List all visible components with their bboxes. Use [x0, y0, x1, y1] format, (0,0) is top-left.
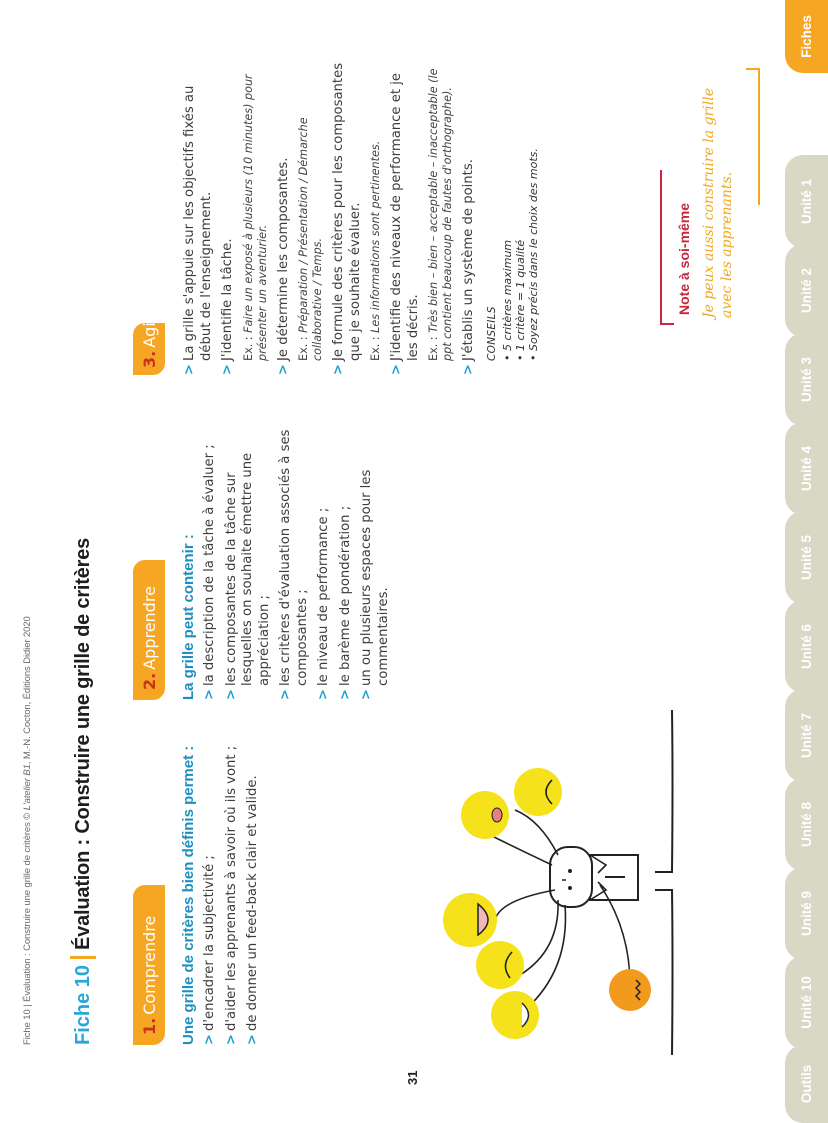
list-item: > de donner un feed-back clair et valide.: [245, 775, 260, 1045]
chevron-icon: >: [461, 364, 476, 375]
tab-outils[interactable]: Outils: [785, 1045, 828, 1123]
list-item: > Je formule des critères pour les composantes que je souhaite évaluer.: [331, 62, 363, 375]
chevron-icon: >: [337, 689, 353, 700]
section-tab-bar: [785, 0, 828, 1123]
tab-unite-10[interactable]: Unité 10: [785, 956, 828, 1049]
example-text: Ex. : Faire un exposé à plusieurs (10 minutes) pour présenter un aventurier.: [241, 74, 269, 361]
tab-fiches[interactable]: Fiches: [785, 0, 828, 73]
chevron-icon: >: [223, 1034, 239, 1045]
chevron-icon: >: [202, 1034, 217, 1045]
list-item: > J'identifie des niveaux de performance et je les décris.: [389, 73, 421, 375]
emoji-sad-face: [514, 768, 562, 816]
section-comprendre-body: [180, 710, 267, 1045]
page-number: 31: [405, 1070, 420, 1085]
note-bracket-top: [660, 170, 674, 325]
section-apprendre-body: [180, 405, 397, 700]
bullet-list: [331, 55, 364, 375]
emoji-angry-face: [609, 969, 651, 1011]
conseil-item: • Soyez précis dans le choix des mots.: [526, 148, 540, 361]
bullet-list: [202, 710, 262, 1045]
chevron-icon: >: [202, 689, 217, 700]
chevron-icon: >: [389, 364, 404, 375]
section-agir-body: [182, 55, 540, 375]
bullet-list: [461, 55, 478, 375]
section-lead: La grille peut contenir :: [180, 534, 197, 700]
example-text: Ex. : Très bien – bien – acceptable – inacceptable (le ppt contient beaucoup de fautes d'orthographe).: [427, 68, 454, 361]
figure-head: [550, 847, 592, 907]
section-header-apprendre: 2. Apprendre: [133, 560, 165, 700]
title-separator: [70, 956, 96, 959]
tab-unite-3[interactable]: Unité 3: [785, 333, 828, 426]
page-title: [70, 538, 96, 1045]
running-header: Fiche 10 | Évaluation : Construire une grille de critères © L'atelier B1, M.-N. Cocton, Éditions Didier 2020: [22, 616, 33, 1045]
chevron-icon: >: [278, 689, 293, 700]
tab-unite-7[interactable]: Unité 7: [785, 689, 828, 782]
note-bracket-bottom: [746, 68, 760, 205]
conseils-box: [486, 55, 540, 361]
chevron-icon: >: [359, 689, 374, 700]
chevron-icon: >: [331, 364, 346, 375]
note-title: Note à soi-même: [676, 202, 692, 315]
tab-unite-9[interactable]: Unité 9: [785, 867, 828, 960]
stick-figure-emoji-illustration: [440, 705, 680, 1060]
list-item: > le barème de pondération ;: [337, 505, 353, 700]
emoji-surprised-face: [461, 791, 509, 839]
list-item: > J'établis un système de points.: [461, 159, 476, 375]
title-text: Évaluation : Construire une grille de critères: [71, 537, 94, 950]
example-text: Ex. : Préparation / Présentation / Démarche collaborative / Temps.: [297, 117, 324, 361]
list-item: > La grille s'appuie sur les objectifs fixés au début de l'enseignement.: [182, 85, 214, 375]
list-item: > le niveau de performance ;: [316, 507, 331, 700]
tab-unite-1[interactable]: Unité 1: [785, 155, 828, 248]
tab-unite-8[interactable]: Unité 8: [785, 778, 828, 871]
emoji-smiling-face: [443, 893, 497, 947]
fiche-number: Fiche 10: [71, 964, 94, 1045]
section-lead: Une grille de critères bien définis permet :: [180, 745, 197, 1045]
tab-unite-6[interactable]: Unité 6: [785, 600, 828, 693]
emoji-wry-face: [476, 941, 524, 989]
note-body: Je peux aussi construire la grille avec les apprenants.: [701, 88, 735, 318]
chevron-icon: >: [220, 364, 235, 375]
list-item: > un ou plusieurs espaces pour les commentaires.: [359, 469, 391, 700]
chevron-icon: >: [182, 364, 197, 375]
list-item: > d'aider les apprenants à savoir où ils vont ;: [223, 745, 239, 1045]
list-item: > d'encadrer la subjectivité ;: [202, 855, 217, 1045]
list-item: > la description de la tâche à évaluer ;: [202, 444, 217, 700]
conseil-item: • 1 critère = 1 qualité: [513, 239, 527, 361]
bullet-list: [276, 55, 293, 375]
list-item: > les composantes de la tâche sur lesquelles on souhaite émettre une appréciation ;: [223, 452, 272, 700]
conseils-title: CONSEILS: [485, 306, 498, 361]
conseil-item: • 5 critères maximum: [500, 239, 514, 361]
tab-unite-4[interactable]: Unité 4: [785, 422, 828, 515]
list-item: > Je détermine les composantes.: [275, 157, 291, 375]
bullet-list: [202, 405, 392, 700]
list-item: > J'identifie la tâche.: [220, 238, 235, 375]
tab-unite-2[interactable]: Unité 2: [785, 244, 828, 337]
emoji-laughing-face: [491, 991, 539, 1039]
chevron-icon: >: [316, 689, 331, 700]
chevron-icon: >: [223, 689, 239, 700]
section-header-agir: 3. Agir: [133, 323, 165, 375]
chevron-icon: >: [245, 1034, 260, 1045]
bullet-list: [182, 55, 237, 375]
list-item: > les critères d'évaluation associés à ses composantes ;: [278, 429, 310, 700]
section-header-comprendre: 1. Comprendre: [133, 885, 165, 1045]
example-text: Ex. : Les informations sont pertinentes.: [369, 140, 382, 361]
tab-unite-5[interactable]: Unité 5: [785, 511, 828, 604]
bullet-list: [389, 55, 422, 375]
chevron-icon: >: [275, 364, 291, 375]
